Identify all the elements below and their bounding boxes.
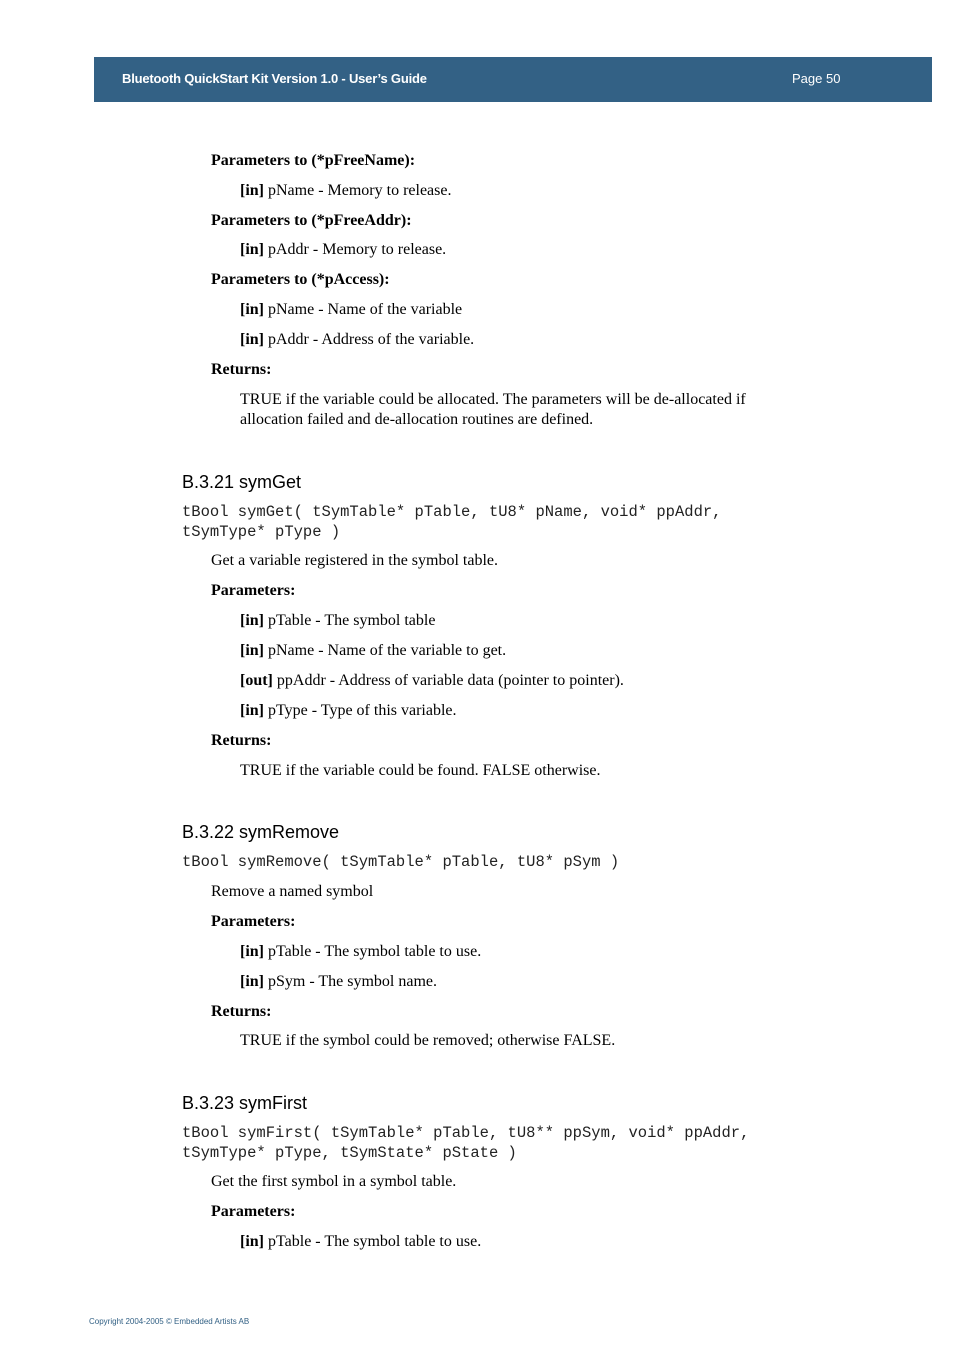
param-desc: pName - Memory to release. [264,182,452,199]
section-number: B.3.22 [182,822,235,842]
function-signature: tSymType* pType ) [182,523,341,541]
param-desc: pTable - The symbol table [264,612,436,629]
param-direction: [in] [240,973,264,990]
param-item [240,671,624,691]
function-description: Get a variable registered in the symbol table. [211,552,499,569]
param-desc: pTable - The symbol table to use. [264,943,482,960]
param-item [240,641,506,661]
param-desc: pType - Type of this variable. [264,702,457,719]
params-freeaddr-label: Parameters to (*pFreeAddr): [211,212,412,229]
param-desc: pAddr - Memory to release. [264,241,447,258]
param-item [240,181,451,201]
document-title: Bluetooth QuickStart Kit Version 1.0 - User’s Guide [122,71,427,86]
section-heading [182,471,301,493]
function-signature: tBool symRemove( tSymTable* pTable, tU8* pSym ) [182,853,620,871]
section-heading [182,1092,307,1114]
returns-text: allocation failed and de-allocation routines are defined. [240,411,594,428]
param-item [240,300,462,320]
parameters-label: Parameters: [211,582,296,599]
returns-label: Returns: [211,732,272,749]
returns-label: Returns: [211,1003,272,1020]
param-desc: pTable - The symbol table to use. [264,1233,482,1250]
section-title: symFirst [239,1093,307,1113]
param-direction: [in] [240,182,264,199]
param-item [240,701,457,721]
section-number: B.3.23 [182,1093,235,1113]
param-desc: pAddr - Address of the variable. [264,331,475,348]
param-direction: [in] [240,331,264,348]
page-header [94,57,932,102]
param-item [240,330,474,350]
param-direction: [in] [240,702,264,719]
param-desc: pSym - The symbol name. [264,973,438,990]
section-title: symGet [239,472,302,492]
parameters-label: Parameters: [211,1203,296,1220]
function-description: Remove a named symbol [211,883,374,900]
param-desc: pName - Name of the variable to get. [264,642,507,659]
params-access-label: Parameters to (*pAccess): [211,271,390,288]
returns-text: TRUE if the variable could be found. FALSE otherwise. [240,762,601,779]
param-desc: pName - Name of the variable [264,301,463,318]
param-item [240,972,437,992]
param-direction: [in] [240,241,264,258]
returns-text: TRUE if the variable could be allocated. The parameters will be de-allocated if [240,391,746,408]
function-signature: tBool symGet( tSymTable* pTable, tU8* pName, void* ppAddr, [182,503,722,521]
footer-copyright: Copyright 2004-2005 © Embedded Artists AB [89,1317,250,1326]
section-title: symRemove [239,822,340,842]
param-direction: [in] [240,612,264,629]
params-freename-label: Parameters to (*pFreeName): [211,152,416,169]
function-description: Get the first symbol in a symbol table. [211,1173,457,1190]
param-direction: [in] [240,943,264,960]
param-item [240,1232,481,1252]
param-direction: [in] [240,301,264,318]
param-direction: [in] [240,1233,264,1250]
returns-label: Returns: [211,361,272,378]
returns-text: TRUE if the symbol could be removed; otherwise FALSE. [240,1032,616,1049]
function-signature: tSymType* pType, tSymState* pState ) [182,1144,517,1162]
section-number: B.3.21 [182,472,235,492]
parameters-label: Parameters: [211,913,296,930]
param-desc: ppAddr - Address of variable data (pointer to pointer). [272,672,624,689]
param-direction: [out] [240,672,273,689]
page-number: Page 50 [792,71,841,86]
param-item [240,942,481,962]
section-heading [182,821,339,843]
param-direction: [in] [240,642,264,659]
function-signature: tBool symFirst( tSymTable* pTable, tU8** ppSym, void* ppAddr, [182,1124,750,1142]
param-item [240,611,435,631]
param-item [240,240,446,260]
